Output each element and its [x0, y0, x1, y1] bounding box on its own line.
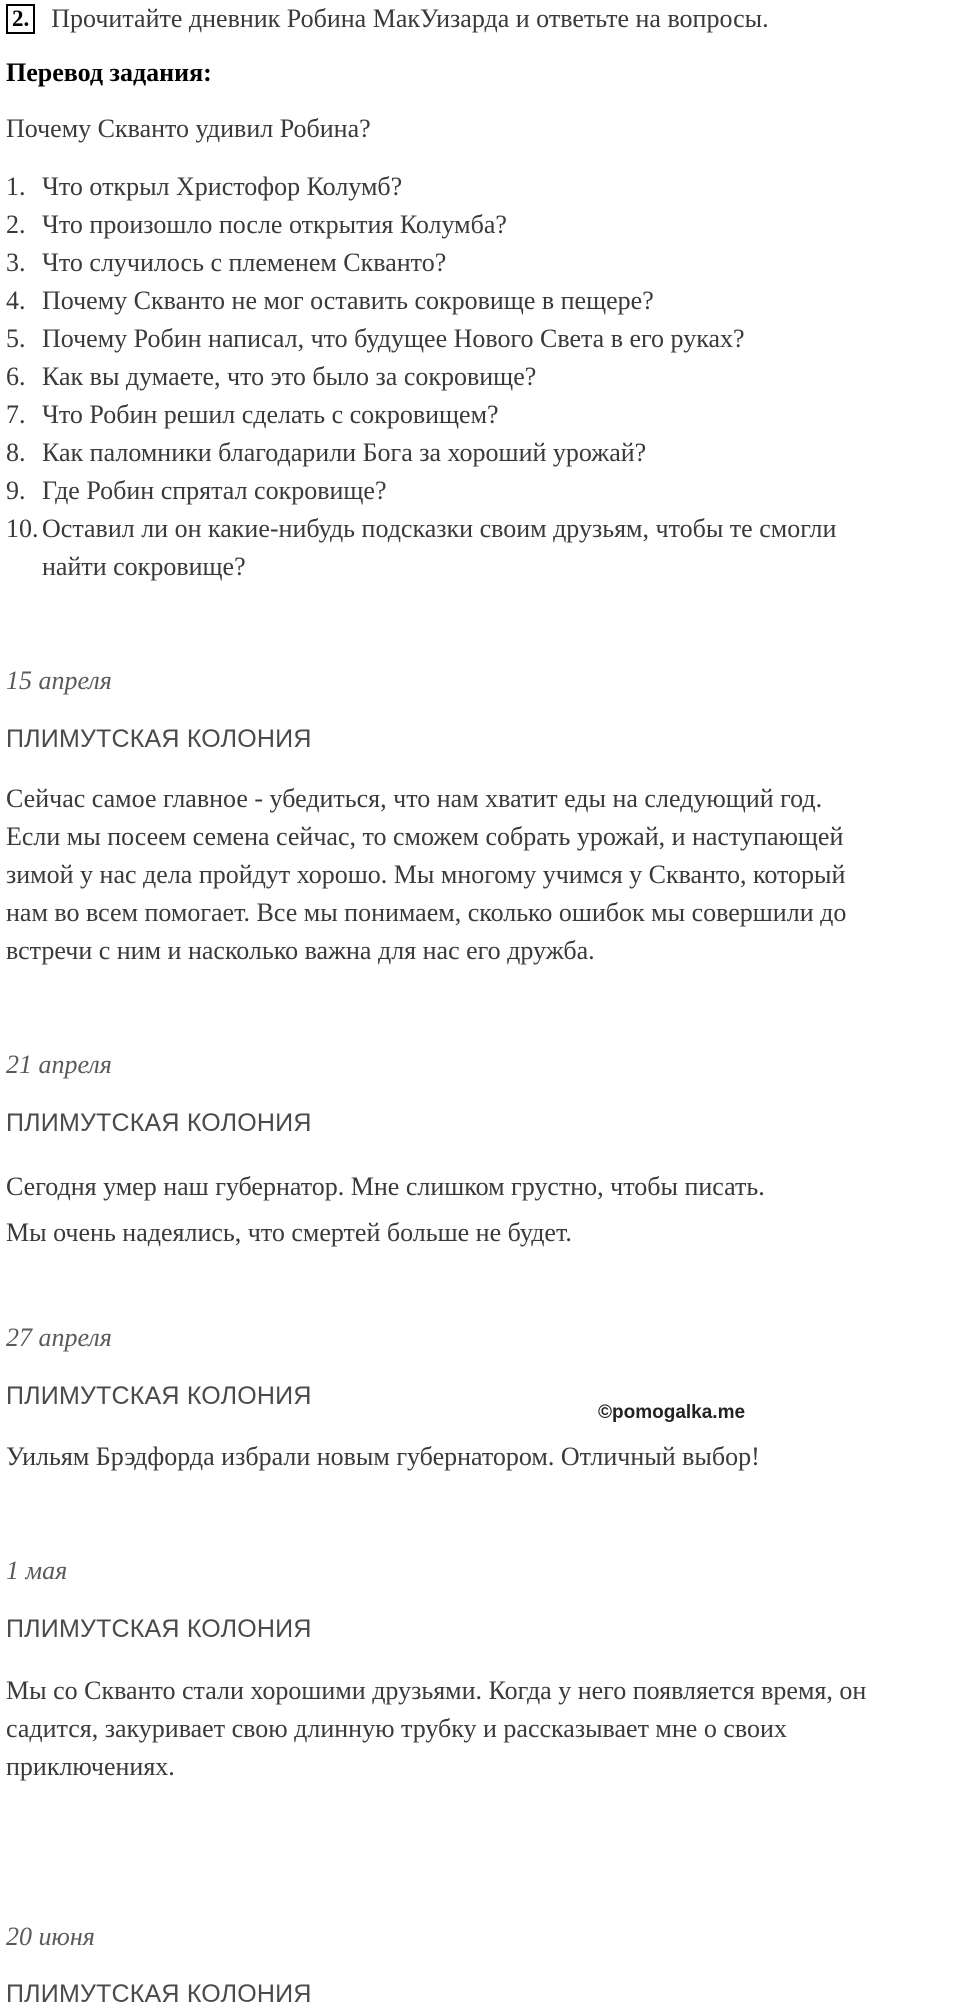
entry-line: Сегодня умер наш губернатор. Мне слишком грустно, чтобы писать.: [6, 1172, 765, 1201]
question-text: Что Робин решил сделать с сокровищем?: [42, 400, 499, 429]
entry-place: ПЛИМУТСКАЯ КОЛОНИЯ: [6, 725, 312, 753]
list-item: [6, 438, 646, 468]
entry-text: [6, 1164, 765, 1256]
list-item: [6, 324, 745, 354]
entry-text: [6, 1438, 760, 1476]
entry-line: садится, закуривает свою длинную трубку и рассказывает мне о своих: [6, 1714, 787, 1743]
question-text: Что произошло после открытия Колумба?: [42, 210, 507, 239]
question-number: 3.: [6, 248, 26, 277]
entry-line: Сейчас самое главное - убедиться, что нам хватит еды на следующий год.: [6, 784, 823, 813]
intro-question: Почему Скванто удивил Робина?: [6, 114, 371, 143]
question-text: Что открыл Христофор Колумб?: [42, 172, 403, 201]
entry-date: 21 апреля: [6, 1050, 112, 1079]
question-number: 8.: [6, 438, 26, 467]
list-item: [6, 248, 446, 278]
entry-date: 27 апреля: [6, 1323, 112, 1352]
entry-date: 20 июня: [6, 1922, 95, 1951]
entry-line: нам во всем помогает. Все мы понимаем, сколько ошибок мы совершили до: [6, 898, 847, 927]
list-item: [6, 210, 507, 240]
entry-place: ПЛИМУТСКАЯ КОЛОНИЯ: [6, 1980, 312, 2008]
question-number: 1.: [6, 172, 26, 201]
question-number: 6.: [6, 362, 26, 391]
entry-text: [6, 780, 846, 970]
question-number: 10.: [6, 514, 39, 543]
watermark: ©pomogalka.me: [598, 1402, 746, 1423]
question-text: Где Робин спрятал сокровище?: [42, 476, 387, 505]
list-item: [6, 286, 654, 316]
entry-place: ПЛИМУТСКАЯ КОЛОНИЯ: [6, 1382, 312, 1410]
entry-line: Мы очень надеялись, что смертей больше не будет.: [6, 1218, 572, 1247]
list-item: [6, 400, 499, 430]
question-number: 2.: [6, 210, 26, 239]
list-item: [6, 172, 402, 202]
entry-date: 15 апреля: [6, 666, 112, 695]
translation-title: Перевод задания:: [6, 58, 212, 87]
entry-line: Мы со Скванто стали хорошими друзьями. Когда у него появляется время, он: [6, 1676, 867, 1705]
question-number: 4.: [6, 286, 26, 315]
question-text: Как вы думаете, что это было за сокровище?: [42, 362, 537, 391]
question-number: 5.: [6, 324, 26, 353]
entry-place: ПЛИМУТСКАЯ КОЛОНИЯ: [6, 1615, 312, 1643]
task-instruction: Прочитайте дневник Робина МакУизарда и ответьте на вопросы.: [51, 4, 769, 33]
list-item: [6, 514, 836, 544]
entry-line: Если мы посеем семена сейчас, то сможем собрать урожай, и наступающей: [6, 822, 844, 851]
entry-line: встречи с ним и насколько важна для нас его дружба.: [6, 936, 595, 965]
entry-date: 1 мая: [6, 1556, 68, 1585]
question-text: Что случилось с племенем Скванто?: [42, 248, 447, 277]
question-text-continuation: найти сокровище?: [42, 552, 246, 581]
question-number: 9.: [6, 476, 26, 505]
entry-place: ПЛИМУТСКАЯ КОЛОНИЯ: [6, 1109, 312, 1137]
entry-line: приключениях.: [6, 1752, 175, 1781]
entry-text: [6, 1672, 866, 1786]
question-text: Почему Скванто не мог оставить сокровище в пещере?: [42, 286, 654, 315]
entry-line: зимой у нас дела пройдут хорошо. Мы многому учимся у Скванто, который: [6, 860, 846, 889]
question-text: Как паломники благодарили Бога за хороший урожай?: [42, 438, 647, 467]
list-item: [6, 476, 387, 506]
list-item: [6, 362, 536, 392]
question-text: Почему Робин написал, что будущее Нового Света в его руках?: [42, 324, 745, 353]
entry-line: Уильям Брэдфорда избрали новым губернатором. Отличный выбор!: [6, 1442, 760, 1471]
task-number: 2.: [6, 4, 35, 34]
question-number: 7.: [6, 400, 26, 429]
task-header: [6, 0, 769, 38]
question-text: Оставил ли он какие-нибудь подсказки своим друзьям, чтобы те смогли: [42, 514, 837, 543]
